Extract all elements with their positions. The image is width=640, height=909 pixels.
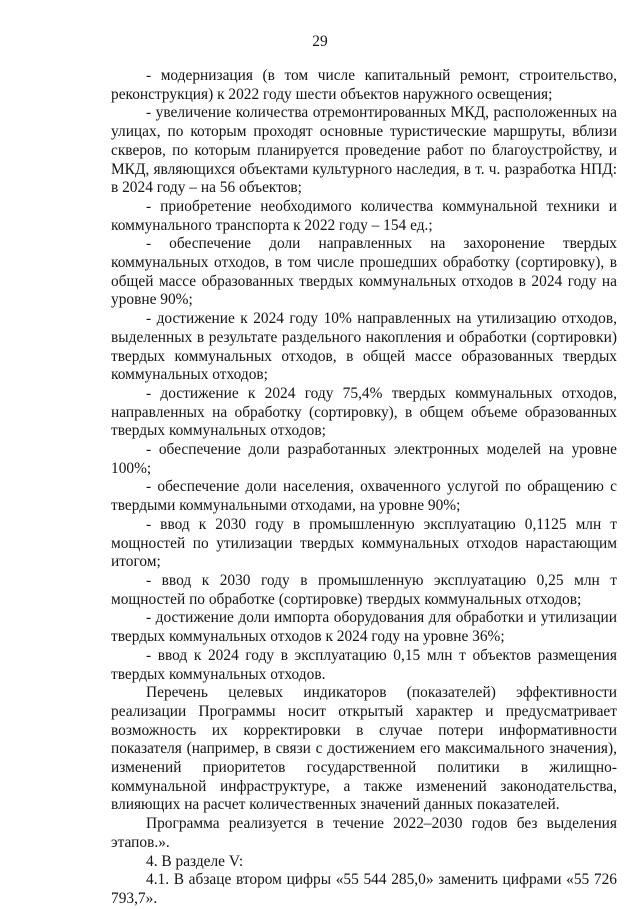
paragraph-modernization: - модернизация (в том числе капитальный ремонт, строительство, реконструкция) к 2022 году шести объектов наружного освещения;: [111, 67, 617, 103]
paragraph-import-share: - достижение доли импорта оборудования для обработки и утилизации твердых коммунальных отходов к 2024 году на уровне 36%;: [111, 609, 617, 646]
paragraph-amendment-4-1: 4.1. В абзаце втором цифры «55 544 285,0» заменить цифрами «55 726 793,7».: [111, 871, 617, 907]
paragraph-municipal-vehicles: - приобретение необходимого количества коммунальной техники и коммунального транспорта к 2022 году – 154 ед.;: [111, 197, 617, 234]
paragraph-population-coverage: - обеспечение доли населения, охваченного услугой по обращению с твердыми коммунальными отходами, на уровне 90%;: [111, 478, 617, 515]
paragraph-section-v: 4. В разделе V:: [146, 852, 244, 870]
paragraph-waste-disposal-share: - обеспечение доли направленных на захоронение твердых коммунальных отходов, в том числе прошедших обработку (сортировку), в общей массе образованных твердых коммунальных отходов в 2024 году на уровне 90%;: [111, 235, 617, 309]
paragraph-program-period: Программа реализуется в течение 2022–2030 годов без выделения этапов.».: [111, 815, 617, 851]
paragraph-sorting-capacity: - ввод к 2030 году в промышленную эксплуатацию 0,25 млн т мощностей по обработке (сортировке) твердых коммунальных отходов;: [111, 571, 617, 608]
paragraph-indicators-list: Перечень целевых индикаторов (показателей) эффективности реализации Программы носит открытый характер и предусматривает возможность их корректировки в случае потери информативности показателя (например, в связи с достижением его максимального значения), изменений приоритетов государственной политики в жилищно-коммунальной инфраструктуре, а также изменений законодательства, влияющих на расчет количественных значений данных показателей.: [111, 684, 617, 814]
paragraph-mkd-repair: - увеличение количества отремонтированных МКД, расположенных на улицах, по которым проходят основные туристические маршруты, вблизи скверов, по которым планируется проведение работ по благоустройству, и МКД, являющихся объектами культурного наследия, в т. ч. разработка НПД: в 2024 году – на 56 объектов;: [111, 104, 617, 197]
paragraph-waste-sorting-share: - достижение к 2024 году 75,4% твердых коммунальных отходов, направленных на обработку (сортировку), в общем объеме образованных твердых коммунальных отходов;: [111, 384, 617, 440]
page-number: 29: [312, 33, 328, 50]
paragraph-placement-objects: - ввод к 2024 году в эксплуатацию 0,15 млн т объектов размещения твердых коммунальных отходов.: [111, 646, 617, 683]
paragraph-utilization-capacity: - ввод к 2030 году в промышленную эксплуатацию 0,1125 млн т мощностей по утилизации твердых коммунальных отходов нарастающим итогом;: [111, 515, 617, 571]
document-body: [111, 67, 617, 909]
paragraph-electronic-models: - обеспечение доли разработанных электронных моделей на уровне 100%;: [111, 441, 617, 477]
paragraph-waste-recycling-share: - достижение к 2024 году 10% направленных на утилизацию отходов, выделенных в результате раздельного накопления и обработки (сортировки) твердых коммунальных отходов, в общей массе образованных твердых коммунальных отходов;: [111, 310, 617, 384]
